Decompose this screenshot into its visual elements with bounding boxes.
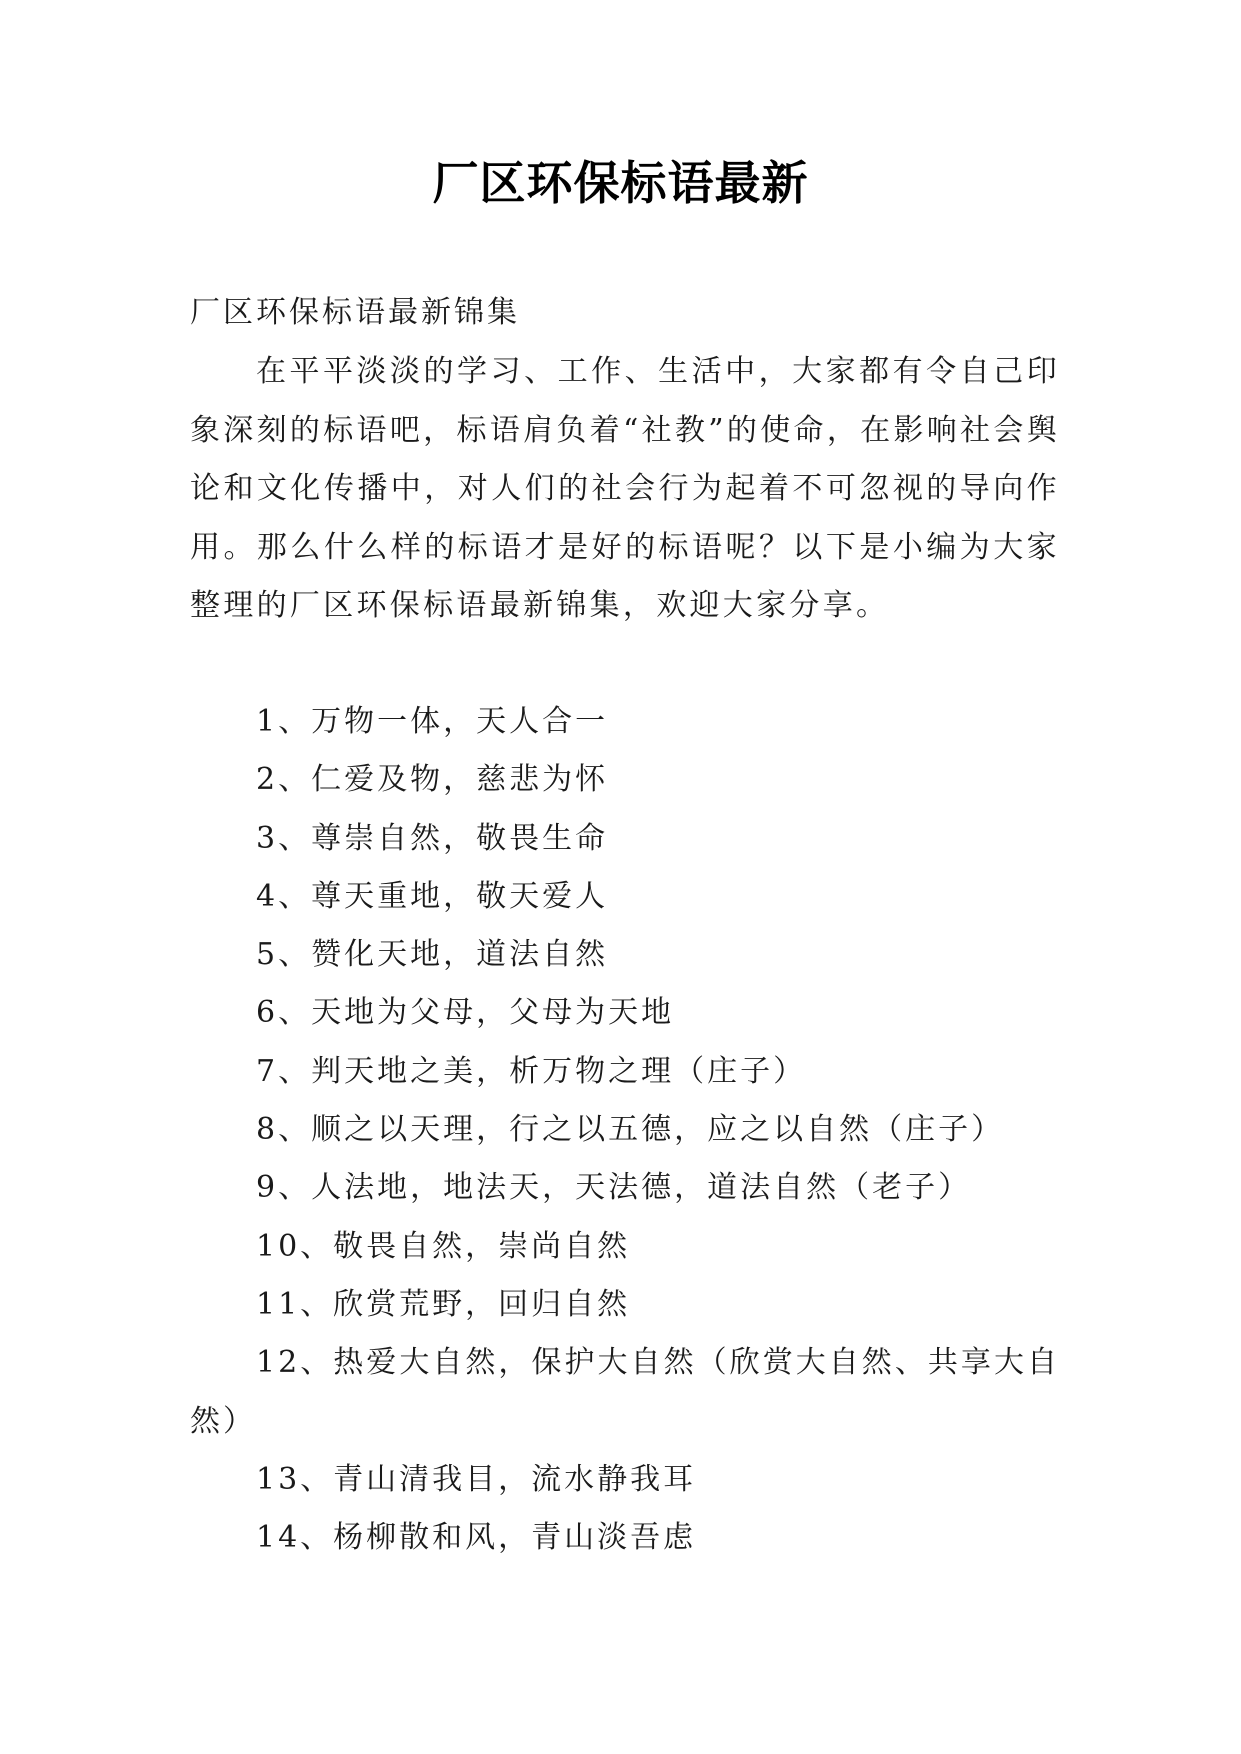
slogan-item: 6、天地为父母，父母为天地 xyxy=(256,995,675,1031)
document-subtitle: 厂区环保标语最新锦集 xyxy=(190,295,520,330)
slogan-item: 7、判天地之美，析万物之理（庄子） xyxy=(256,1053,807,1089)
slogan-item: 8、顺之以天理，行之以五德，应之以自然（庄子） xyxy=(256,1112,1005,1148)
slogan-item: 10、敬畏自然，崇尚自然 xyxy=(256,1228,631,1264)
slogan-item: 11、欣赏荒野，回归自然 xyxy=(256,1286,631,1322)
slogan-item: 4、尊天重地，敬天爱人 xyxy=(256,878,609,914)
intro-paragraph: 在平平淡淡的学习、工作、生活中，大家都有令自己印象深刻的标语吧，标语肩负着“社教”的使命，在影响社会舆论和文化传播中，对人们的社会行为起着不可忽视的导向作用。那么什么样的标语才是好的标语呢？以下是小编为大家整理的厂区环保标语最新锦集，欢迎大家分享。 xyxy=(190,354,1060,624)
slogan-item: 1、万物一体，天人合一 xyxy=(256,704,609,739)
slogan-item: 5、赞化天地，道法自然 xyxy=(256,937,609,973)
document-title: 厂区环保标语最新 xyxy=(432,156,809,210)
slogan-item: 14、杨柳散和风，青山淡吾虑 xyxy=(256,1520,697,1556)
slogan-item: 2、仁爱及物，慈悲为怀 xyxy=(256,762,609,798)
slogan-list xyxy=(190,693,1060,1567)
slogan-item: 9、人法地，地法天，天法德，道法自然（老子） xyxy=(256,1170,972,1206)
slogan-item: 3、尊崇自然，敬畏生命 xyxy=(256,820,609,856)
slogan-item: 12、热爱大自然，保护大自然（欣赏大自然、共享大自然） xyxy=(190,1345,1060,1439)
slogan-item: 13、青山清我目，流水静我耳 xyxy=(256,1461,697,1497)
